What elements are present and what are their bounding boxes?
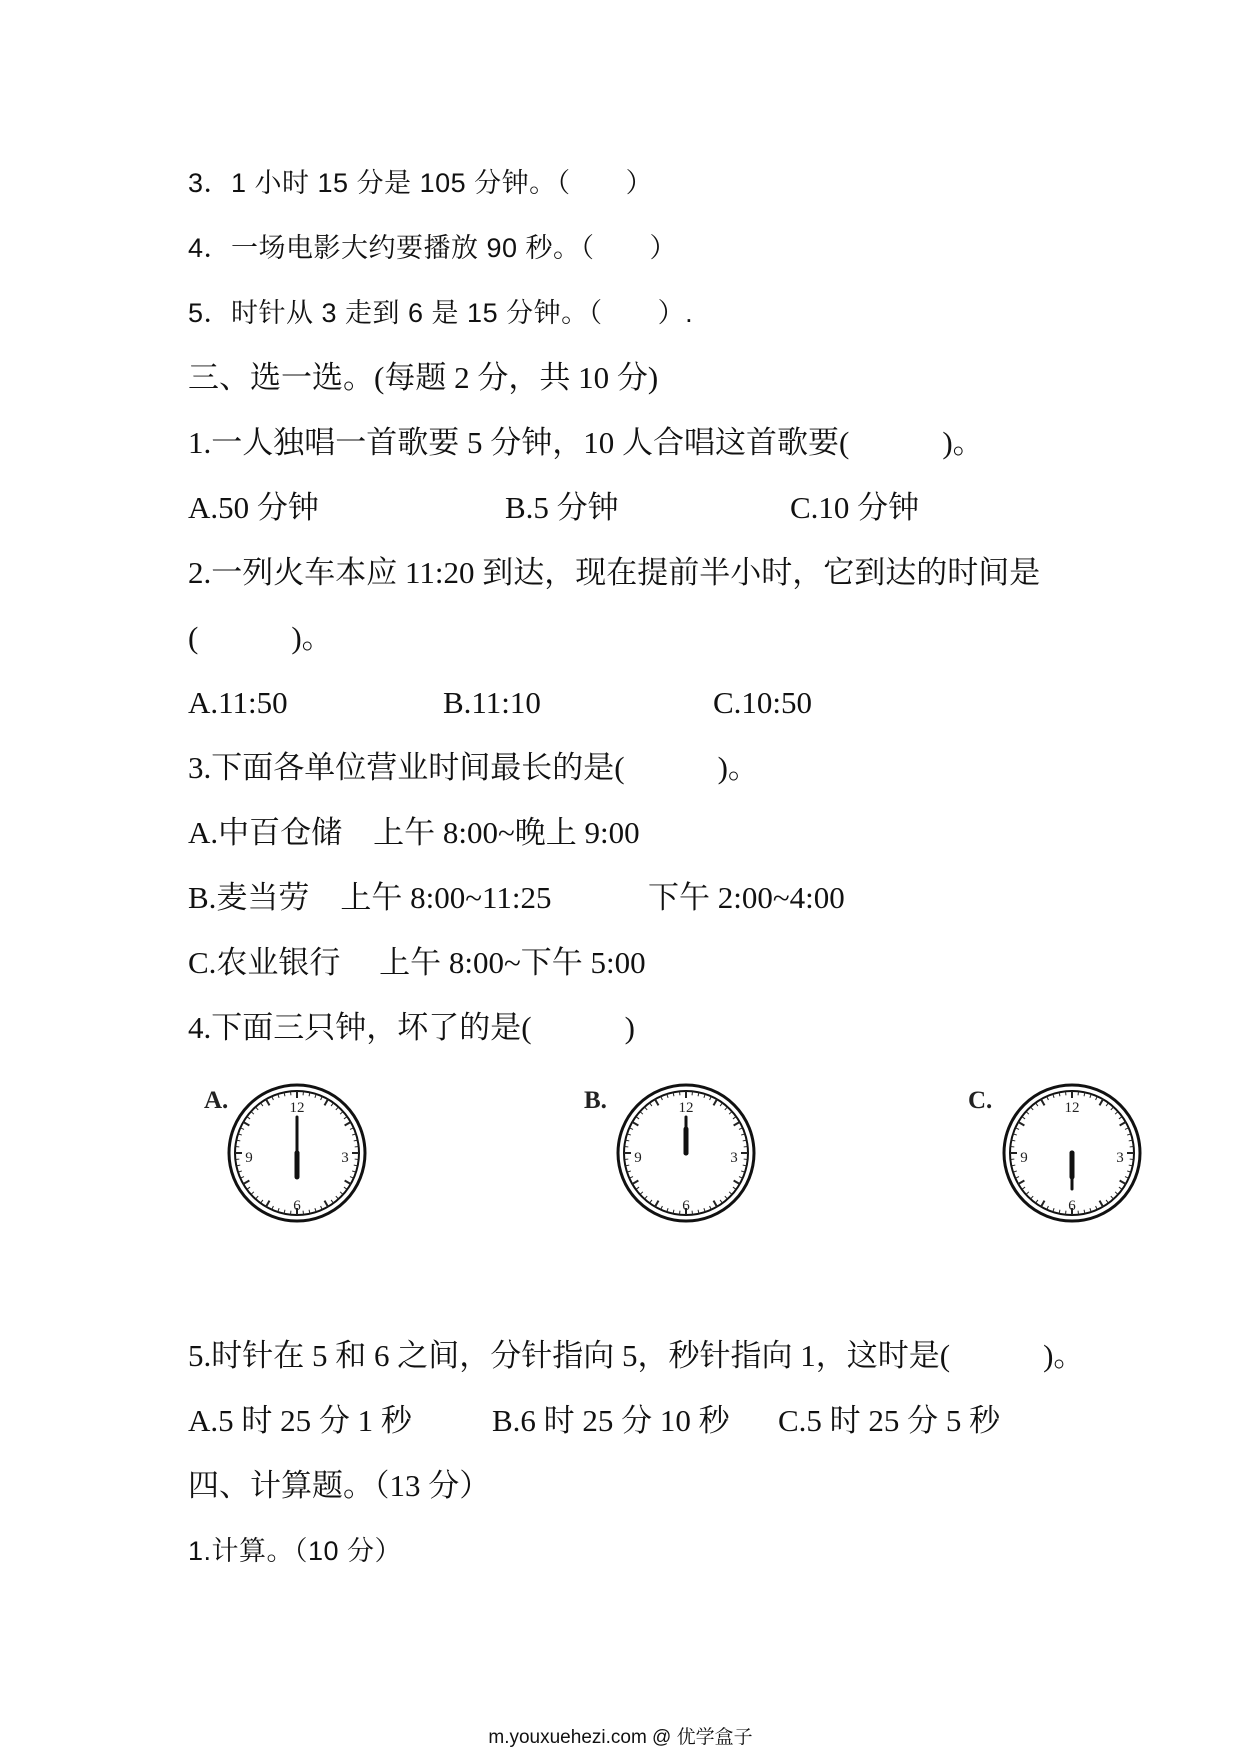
clock-tick: [344, 1117, 347, 1119]
clock-c: [1001, 1082, 1143, 1224]
choice-question-3: 3.下面各单位营业时间最长的是( )。: [188, 750, 759, 785]
clock-tick: [636, 1117, 639, 1119]
clock-tick: [336, 1107, 339, 1110]
clock-tick: [345, 1122, 351, 1126]
clock-tick: [247, 1187, 250, 1189]
clock-tick: [1022, 1187, 1025, 1189]
clock-b-label: B.: [584, 1087, 607, 1114]
clock-center: [684, 1151, 689, 1156]
clock-tick: [1018, 1181, 1024, 1185]
clock-c-label: C.: [968, 1087, 993, 1114]
clock-tick: [645, 1196, 648, 1199]
clock-tick: [655, 1201, 659, 1207]
clock-center: [1070, 1151, 1075, 1156]
choice-question-2: 2.一列火车本应 11:20 到达，现在提前半小时，它到达的时间是: [188, 555, 1041, 590]
clock-numeral: 9: [1020, 1150, 1028, 1166]
clock-tick: [336, 1196, 339, 1199]
clock-numeral: 3: [1116, 1150, 1124, 1166]
q3-option-c: C.农业银行 上午 8:00~下午 5:00: [188, 945, 646, 980]
clock-tick: [1026, 1192, 1029, 1195]
clock-tick: [266, 1201, 270, 1207]
q3-option-b-afternoon: 下午 2:00~4:00: [648, 880, 845, 915]
clock-tick: [340, 1112, 343, 1115]
clock-tick: [729, 1112, 732, 1115]
clock-tick: [714, 1099, 718, 1105]
clock-tick: [247, 1117, 250, 1119]
clock-tick: [1036, 1200, 1038, 1203]
clock-tick: [636, 1187, 639, 1189]
clock-tick: [331, 1200, 333, 1203]
q2-option-c: C.10:50: [713, 685, 813, 720]
clock-a-label: A.: [204, 1087, 229, 1114]
clock-tick: [345, 1181, 351, 1185]
clock-tick: [632, 1181, 638, 1185]
clock-tick: [1022, 1117, 1025, 1119]
clock-tick: [650, 1103, 652, 1106]
clock-tick: [1100, 1201, 1104, 1207]
clock-numeral: 9: [634, 1150, 642, 1166]
clock-tick: [1119, 1187, 1122, 1189]
clock-numeral: 12: [678, 1100, 694, 1116]
clock-numeral: 12: [1064, 1100, 1080, 1116]
choice-question-1: 1.一人独唱一首歌要 5 分钟，10 人合唱这首歌要( )。: [188, 425, 984, 460]
choice-question-5: 5.时针在 5 和 6 之间，分针指向 5，秒针指向 1，这时是( )。: [188, 1338, 1085, 1373]
clock-center: [295, 1151, 300, 1156]
q5-option-a: A.5 时 25 分 1 秒: [188, 1403, 412, 1438]
choice-question-2-blank: ( )。: [188, 620, 333, 655]
clock-tick: [331, 1103, 333, 1106]
calc-question-1: 1.计算。（10 分）: [188, 1536, 403, 1566]
clock-tick: [725, 1196, 728, 1199]
clock-a: [226, 1082, 368, 1224]
clock-tick: [1018, 1122, 1024, 1126]
clock-numeral: 6: [1068, 1198, 1076, 1214]
q5-option-b: B.6 时 25 分 10 秒: [492, 1403, 730, 1438]
clock-tick: [1100, 1099, 1104, 1105]
clock-tick: [632, 1122, 638, 1126]
judge-question-4: 4．一场电影大约要播放 90 秒。（ ）: [188, 233, 678, 263]
clock-tick: [1120, 1122, 1126, 1126]
q1-option-a: A.50 分钟: [188, 490, 319, 525]
clock-tick: [733, 1117, 736, 1119]
clock-tick: [640, 1192, 643, 1195]
clock-numeral: 3: [341, 1150, 349, 1166]
clock-tick: [261, 1103, 263, 1106]
clock-tick: [729, 1192, 732, 1195]
clock-tick: [645, 1107, 648, 1110]
section-3-title: 三、选一选。(每题 2 分，共 10 分): [188, 360, 659, 395]
clock-tick: [243, 1122, 249, 1126]
clock-numeral: 6: [293, 1198, 301, 1214]
clock-tick: [1106, 1103, 1108, 1106]
clock-tick: [1106, 1200, 1108, 1203]
clock-tick: [720, 1103, 722, 1106]
clock-tick: [325, 1099, 329, 1105]
q1-option-b: B.5 分钟: [505, 490, 619, 525]
clock-tick: [266, 1099, 270, 1105]
clock-tick: [1041, 1099, 1045, 1105]
clock-tick: [1041, 1201, 1045, 1207]
clock-tick: [251, 1112, 254, 1115]
clock-tick: [1115, 1192, 1118, 1195]
clock-tick: [655, 1099, 659, 1105]
q2-option-b: B.11:10: [443, 685, 541, 720]
q1-option-c: C.10 分钟: [790, 490, 920, 525]
clock-tick: [256, 1107, 259, 1110]
clock-tick: [256, 1196, 259, 1199]
clock-tick: [251, 1192, 254, 1195]
clock-tick: [340, 1192, 343, 1195]
q2-option-a: A.11:50: [188, 685, 288, 720]
clock-tick: [733, 1187, 736, 1189]
clock-tick: [734, 1181, 740, 1185]
clock-tick: [734, 1122, 740, 1126]
clock-tick: [1026, 1112, 1029, 1115]
q3-option-b: B.麦当劳 上午 8:00~11:25: [188, 880, 552, 915]
clock-numeral: 3: [730, 1150, 738, 1166]
clock-tick: [1111, 1196, 1114, 1199]
clock-tick: [344, 1187, 347, 1189]
clock-numeral: 9: [245, 1150, 253, 1166]
judge-question-3: 3．1 小时 15 分是 105 分钟。（ ）: [188, 168, 654, 198]
clock-tick: [714, 1201, 718, 1207]
clock-tick: [261, 1200, 263, 1203]
clock-tick: [243, 1181, 249, 1185]
clock-tick: [720, 1200, 722, 1203]
clock-tick: [1119, 1117, 1122, 1119]
footer-watermark: m.youxuehezi.com @ 优学盒子: [488, 1727, 753, 1748]
clock-tick: [640, 1112, 643, 1115]
clock-numeral: 12: [289, 1100, 305, 1116]
q3-option-a: A.中百仓储 上午 8:00~晚上 9:00: [188, 815, 640, 850]
clock-tick: [1036, 1103, 1038, 1106]
clock-tick: [1031, 1107, 1034, 1110]
choice-question-4: 4.下面三只钟，坏了的是( ): [188, 1010, 635, 1045]
clock-tick: [1115, 1112, 1118, 1115]
section-4-title: 四、计算题。（13 分）: [188, 1468, 491, 1503]
clock-b: [615, 1082, 757, 1224]
clock-tick: [725, 1107, 728, 1110]
clock-tick: [650, 1200, 652, 1203]
q5-option-c: C.5 时 25 分 5 秒: [778, 1403, 1001, 1438]
clock-numeral: 6: [682, 1198, 690, 1214]
clock-tick: [1111, 1107, 1114, 1110]
clock-tick: [325, 1201, 329, 1207]
clock-tick: [1031, 1196, 1034, 1199]
clock-tick: [1120, 1181, 1126, 1185]
judge-question-5: 5．时针从 3 走到 6 是 15 分钟。（ ）.: [188, 298, 694, 328]
